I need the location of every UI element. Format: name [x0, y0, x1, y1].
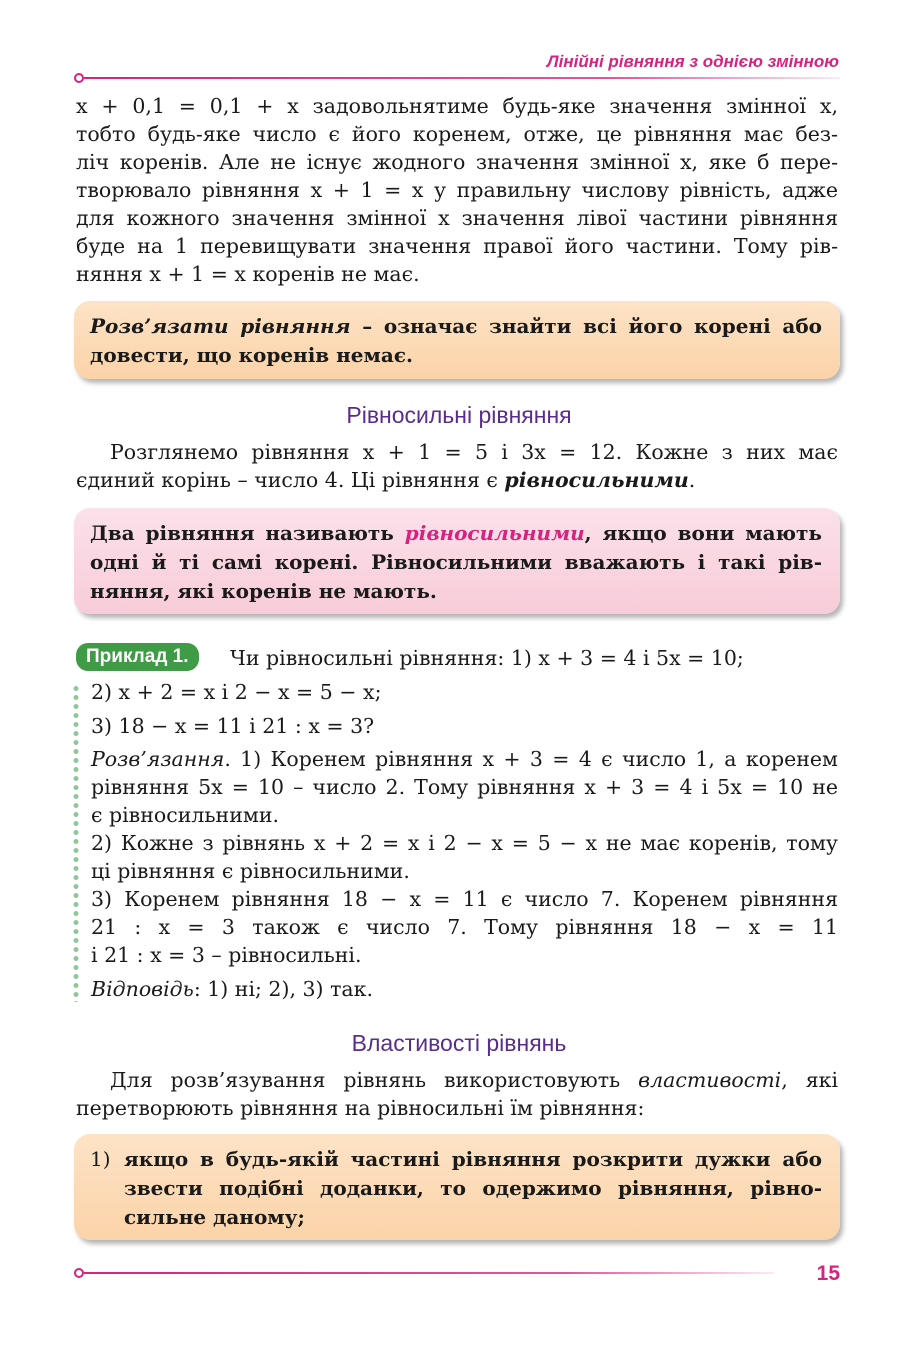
box-def-line: одні й ті самі корені. Рівносильними вважають і такі рів- — [90, 550, 822, 574]
solution-block — [91, 745, 838, 969]
intro-line: для кожного значення змінної x значення лівої частини рівняння — [76, 206, 838, 230]
solution-line — [91, 745, 838, 773]
example-question-line3: 3) 18 − x = 11 і 21 : x = 3? — [91, 714, 375, 738]
properties-line: перетворюють рівняння на рівносильні їм рівняння: — [76, 1096, 645, 1120]
term-equivalent-highlight: рівносильними — [404, 521, 585, 545]
solution-line: є рівносильними. — [91, 803, 280, 827]
solution-label: Розв’язання — [91, 747, 225, 771]
box-solve-text: – означає знайти всі його корені або — [350, 314, 822, 338]
answer-line — [91, 975, 373, 1003]
definition-box-equivalent — [74, 508, 840, 614]
term-equivalent: рівносильними — [504, 468, 689, 492]
equivalent-text-end: . — [688, 468, 696, 492]
equivalent-line — [76, 466, 838, 494]
equivalent-paragraph — [76, 438, 838, 494]
intro-paragraph — [76, 92, 838, 288]
section-heading-properties: Властивості рівнянь — [351, 1030, 567, 1056]
solution-line: 21 : x = 3 також є число 7. Тому рівняння 18 − x = 11 — [91, 915, 838, 939]
property-number: 1) — [90, 1147, 111, 1171]
intro-line: няння x + 1 = x коренів не має. — [76, 262, 420, 286]
solution-line: ці рівняння є рівносильними. — [91, 859, 410, 883]
box-def-line: няння, які коренів не мають. — [90, 579, 437, 603]
footer-rule-ring-icon — [74, 1268, 84, 1278]
example-badge: Приклад 1. — [76, 643, 199, 671]
intro-line: x + 0,1 = 0,1 + x задовольнятиме будь-яке значення змінної x, — [76, 94, 838, 118]
properties-text: Для розв’язування рівнянь використовують — [110, 1068, 639, 1092]
property-box — [74, 1134, 840, 1240]
solution-line: 3) Коренем рівняння 18 − x = 11 є число 7. Коренем рівняння — [91, 887, 838, 911]
properties-paragraph — [76, 1066, 838, 1122]
intro-line: тобто будь-яке число є його коренем, отже, це рівняння має без- — [76, 122, 838, 146]
term-properties: властивості — [638, 1068, 782, 1092]
example-question-line1: Чи рівносильні рівняння: 1) x + 3 = 4 і 5x = 10; — [230, 646, 744, 670]
term-solve: Розв’язати рівняння — [90, 314, 351, 338]
header-rule — [84, 77, 840, 79]
page-number: 15 — [816, 1262, 840, 1285]
properties-text-end: , які — [781, 1068, 838, 1092]
example-question-line2: 2) x + 2 = x і 2 − x = 5 − x; — [91, 680, 382, 704]
running-header: Лінійні рівняння з однією змінною — [546, 52, 839, 71]
box-def-line — [90, 519, 822, 548]
box-def-text: Два рівняння називають — [90, 521, 405, 545]
solution-line: рівняння 5x = 10 – число 2. Тому рівняння x + 3 = 4 і 5x = 10 не — [91, 775, 838, 799]
answer-label: Відповідь — [91, 977, 194, 1001]
box-def-text-end: , якщо вони мають — [584, 521, 822, 545]
intro-line: ліч коренів. Але не існує жодного значення змінної x, яке б пере- — [76, 150, 838, 174]
answer-text: : 1) ні; 2), 3) так. — [193, 977, 373, 1001]
solution-line: і 21 : x = 3 – рівносильні. — [91, 943, 362, 967]
box-solve-line — [90, 312, 822, 341]
equivalent-text: єдиний корінь – число 4. Ці рівняння є — [76, 468, 505, 492]
solution-line: 2) Кожне з рівнянь x + 2 = x і 2 − x = 5 − x не має коренів, тому — [91, 831, 838, 855]
box-solve-line: довести, що коренів немає. — [90, 343, 413, 367]
property-line: звести подібні доданки, то одержимо рівняння, рівно- — [124, 1176, 822, 1200]
definition-box-solve — [74, 301, 840, 379]
header-rule-ring-icon — [74, 73, 84, 83]
section-heading-equivalent: Рівносильні рівняння — [346, 402, 572, 428]
solution-text: . 1) Коренем рівняння x + 3 = 4 є число 1, а коренем — [224, 747, 838, 771]
example-dotted-bar — [73, 684, 79, 1002]
properties-line — [76, 1066, 838, 1094]
footer-rule — [84, 1272, 774, 1274]
equivalent-line: Розглянемо рівняння x + 1 = 5 і 3x = 12. Кожне з них має — [110, 440, 838, 464]
property-line: сильне даному; — [124, 1205, 305, 1229]
intro-line: буде на 1 перевищувати значення правої його частини. Тому рів- — [76, 234, 838, 258]
intro-line: творювало рівняння x + 1 = x у правильну числову рівність, адже — [76, 178, 838, 202]
property-line: якщо в будь-якій частині рівняння розкрити дужки або — [124, 1147, 822, 1171]
